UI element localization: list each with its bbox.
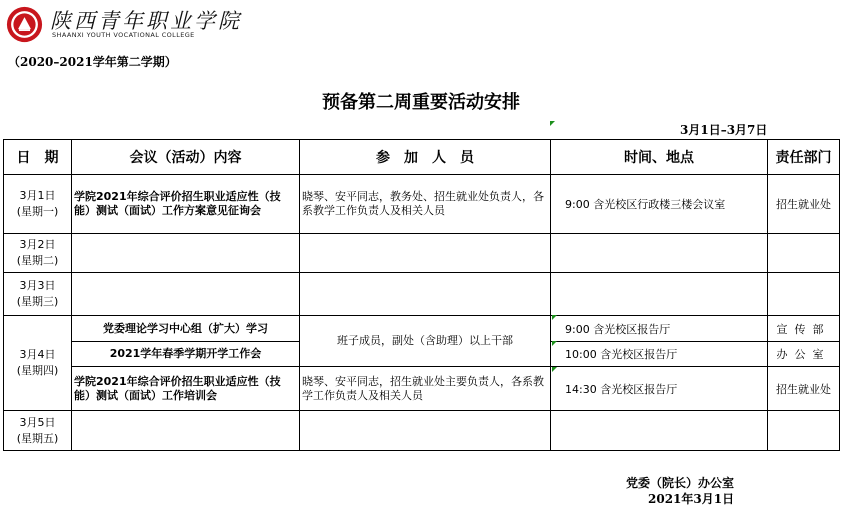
time-text: 10:00 [565, 348, 597, 361]
col-header-people: 参 加 人 员 [300, 140, 551, 175]
dept-text: 招生就业处 [776, 382, 831, 396]
time-text: 9:00 [565, 322, 590, 336]
table-header-row [4, 140, 840, 175]
date-cell [4, 234, 72, 273]
content-text: 学院2021年综合评价招生职业适应性（技能）测试（面试）工作方案意见征询会 [74, 190, 281, 217]
col-header-dept: 责任部门 [768, 140, 840, 175]
cell-marker-icon [550, 121, 555, 126]
date-cell [4, 411, 72, 451]
people-cell [300, 175, 551, 234]
content-text: 学院2021年综合评价招生职业适应性（技能）测试（面试）工作培训会 [74, 374, 281, 402]
date-text: 3月3日 [19, 279, 56, 292]
school-name-cn: 陕西青年职业学院 [50, 9, 242, 33]
content-cell [72, 273, 300, 316]
dept-cell [768, 342, 840, 367]
table-row [4, 175, 840, 234]
location-text: 含光校区报告厅 [593, 322, 671, 336]
content-cell [72, 234, 300, 273]
content-cell [72, 175, 300, 234]
people-cell [300, 367, 551, 411]
schedule-table [3, 139, 840, 451]
weekday-text: (星期三) [16, 295, 59, 308]
people-text: 晓琴、安平同志，招生就业处主要负责人，各系教学工作负责人及相关人员 [302, 374, 544, 402]
date-cell [4, 316, 72, 411]
date-text: 3月5日 [19, 415, 56, 429]
time-location-cell [551, 234, 768, 273]
weekday-text: (星期二) [16, 254, 59, 267]
school-name-en: SHAANXI YOUTH VOCATIONAL COLLEGE [52, 31, 195, 39]
dept-cell [768, 175, 840, 234]
people-cell [300, 234, 551, 273]
col-header-date: 日 期 [4, 140, 72, 175]
date-text: 3月4日 [19, 348, 56, 361]
content-cell [72, 411, 300, 451]
date-cell [4, 175, 72, 234]
time-location-cell [551, 367, 768, 411]
table-row [4, 411, 840, 451]
col-header-time-location: 时间、地点 [551, 140, 768, 175]
issuing-office: 党委（院长）办公室 [626, 476, 735, 490]
location-text: 含光校区报告厅 [600, 348, 678, 361]
dept-cell [768, 234, 840, 273]
date-cell [4, 273, 72, 316]
weekday-text: (星期四) [16, 364, 59, 377]
cell-marker-icon [552, 367, 557, 372]
weekday-text: (星期一) [16, 205, 59, 218]
dept-text: 办公室 [776, 348, 831, 361]
table-row [4, 234, 840, 273]
dept-cell [768, 273, 840, 316]
content-text: 党委理论学习中心组（扩大）学习 [103, 321, 268, 335]
cell-marker-icon [552, 315, 557, 320]
time-location-cell [551, 411, 768, 451]
dept-cell [768, 316, 840, 342]
time-location-cell [551, 175, 768, 234]
people-cell [300, 411, 551, 451]
date-range: 3月1日–3月7日 [680, 123, 768, 137]
content-cell [72, 342, 300, 367]
content-cell [72, 367, 300, 411]
semester-label: （2020–2021学年第二学期） [8, 55, 177, 69]
people-cell [300, 316, 551, 367]
dept-cell [768, 367, 840, 411]
location-text: 含光校区报告厅 [600, 382, 678, 396]
dept-text: 招生就业处 [776, 198, 831, 211]
page-title: 预备第二周重要活动安排 [322, 92, 520, 113]
people-text: 晓琴、安平同志，教务处、招生就业处负责人，各系教学工作负责人及相关人员 [302, 190, 544, 217]
time-location-cell [551, 316, 768, 342]
date-text: 3月2日 [19, 238, 56, 251]
date-text: 3月1日 [19, 189, 56, 202]
school-logo-icon [6, 6, 43, 43]
content-cell [72, 316, 300, 342]
cell-marker-icon [552, 341, 557, 346]
content-text: 2021学年春季学期开学工作会 [109, 347, 262, 360]
table-row [4, 316, 840, 342]
issue-date: 2021年3月1日 [648, 492, 735, 506]
table-row [4, 367, 840, 411]
dept-text: 宣传部 [776, 322, 831, 336]
location-text: 含光校区行政楼三楼会议室 [593, 198, 726, 211]
time-text: 14:30 [565, 382, 597, 396]
table-row [4, 273, 840, 316]
people-cell [300, 273, 551, 316]
time-location-cell [551, 342, 768, 367]
time-text: 9:00 [565, 198, 590, 211]
dept-cell [768, 411, 840, 451]
time-location-cell [551, 273, 768, 316]
people-text: 班子成员，副处（含助理）以上干部 [337, 334, 513, 347]
weekday-text: (星期五) [16, 431, 59, 445]
col-header-content: 会议（活动）内容 [72, 140, 300, 175]
